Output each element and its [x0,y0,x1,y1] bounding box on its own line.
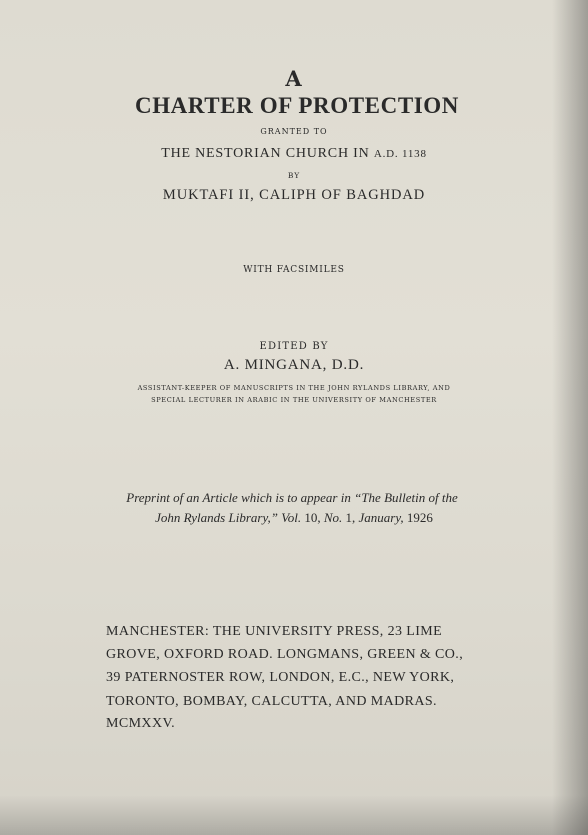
editor-role-line-1: ASSISTANT-KEEPER OF MANUSCRIPTS IN THE JOHN RYLANDS LIBRARY, AND [137,384,451,392]
facsimiles-note: WITH FACSIMILES [243,265,345,275]
publisher-line-2: GROVE, OXFORD ROAD. LONGMANS, GREEN & CO., [106,647,464,662]
edited-by-text: EDITED BY [259,341,329,352]
church-line [0,146,588,162]
editor-name: A. MINGANA, D.D. [223,357,365,373]
granted-to-text: GRANTED TO [260,127,328,136]
publisher-line-5: MCMXXV. [106,716,176,731]
publisher-line-3: 39 PATERNOSTER ROW, LONDON, E.C., NEW YORK, [106,670,455,685]
title-article: A [285,66,303,91]
editor-role-line-2: SPECIAL LECTURER IN ARABIC IN THE UNIVERSITY OF MANCHESTER [151,396,437,404]
preprint-year: 1926 [406,510,433,525]
preprint-line-2 [0,510,588,526]
preprint-no-number: 1, [345,510,356,525]
preprint-journal: John Rylands Library,” [155,510,278,525]
church-name: THE NESTORIAN CHURCH IN [161,146,370,161]
publisher-line-4: TORONTO, BOMBAY, CALCUTTA, AND MADRAS. [106,694,437,709]
publisher-line-1: MANCHESTER: THE UNIVERSITY PRESS, 23 LIME [106,624,443,639]
church-date: A.D. 1138 [373,148,427,160]
preprint-line-1: Preprint of an Article which is to appear in “The Bulletin of the [126,490,458,505]
preprint-vol-label: Vol. [281,510,302,525]
preprint-vol-number: 10, [304,510,321,525]
page-bottom-shadow [0,795,588,835]
preprint-no-label: No. [323,510,343,525]
by-text: BY [287,171,301,180]
caliph-line: MUKTAFI II, CALIPH OF BAGHDAD [162,187,426,203]
page-edge-shadow [528,0,588,835]
preprint-month: January, [358,510,404,525]
main-title: CHARTER OF PROTECTION [134,93,460,118]
